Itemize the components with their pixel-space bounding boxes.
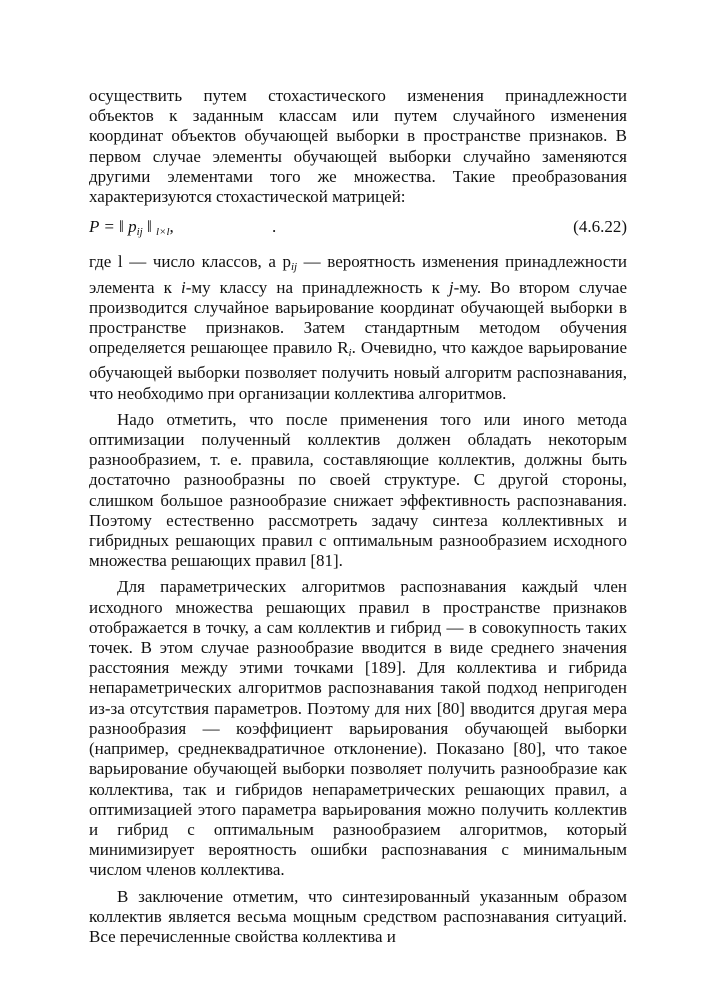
paragraph-2-c: -му классу на принадлежность к (185, 277, 449, 297)
paragraph-2-i: i (180, 277, 186, 297)
paragraph-4: Для параметрических алгоритмов распознавания каждый член исходного множества решающих правил в пространстве признаков отображается в точку, а сам коллектив и гибрид — в совокупность таких точек. В этом случае разнообразие вводится в виде среднего значения расстояния между этими точками [189]. Для коллектива и гибрида непараметрических алгоритмов распознавания такой подход непригоден из-за отсутствия параметров. Поэтому для них [80] вводится другая мера разнообразия — коэффициент варьирования обучающей выборки (например, среднеквадратичное отклонение). Показано [80], что такое варьирование обучающей выборки позволяет получить разнообразие как коллектива, так и гибридов непараметрических решающих правил, а оптимизацией этого параметра варьирования можно получить коллектив и гибрид с оптимальным разнообразием алгоритмов, который минимизирует вероятность ошибки распознавания с минимальным числом членов коллектива. (89, 577, 627, 880)
equation-4-6-22 (89, 217, 627, 242)
equation-mid: ‖ (142, 217, 156, 237)
paragraph-2-d: -му. Во втором случае производится случайное варьирование координат обучающей выборки в пространстве признаков. Затем стандартным методом обучения определяется решающее правило R (89, 277, 627, 358)
paragraph-2-sub-ij: ij (290, 261, 298, 274)
paragraph-2 (89, 252, 627, 403)
body-text (89, 86, 627, 947)
paragraph-2-b: — вероятность изменения принадлежности элемента к (89, 252, 627, 297)
equation-expression (89, 217, 174, 242)
equation-dot: . (272, 217, 277, 237)
paragraph-1: осуществить путем стохастического изменения принадлежности объектов к заданным классам или путем случайного изменения координат объектов обучающей выборки в пространстве признаков. В первом случае элементы обучающей выборки случайно заменяются другими элементами того же множества. Такие преобразования характеризуются стохастической матрицей: (89, 86, 627, 207)
paragraph-2-a: где l — число классов, а p (89, 252, 291, 272)
equation-tail: , (169, 217, 174, 237)
equation-sub-ij: ij (136, 226, 143, 239)
paragraph-2-e: . Очевидно, что каждое варьирование обучающей выборки позволяет получить новый алгоритм распознавания, что необходимо при организации коллектива алгоритмов. (89, 338, 627, 403)
paragraph-2-sub-i: i (348, 347, 352, 360)
paragraph-2-j: j (448, 277, 454, 297)
paragraph-3: Надо отметить, что после применения того или иного метода оптимизации полученный коллектив должен обладать некоторым разнообразием, т. е. правила, составляющие коллектив, должны быть достаточно разнообразны по своей структуре. С другой стороны, слишком большое разнообразие снижает эффективность распознавания. Поэтому естественно рассмотреть задачу синтеза коллективных и гибридных решающих правил с оптимальным разнообразием исходного множества решающих правил [81]. (89, 409, 627, 571)
equation-sub-lxl: l×l (155, 226, 170, 239)
equation-number: (4.6.22) (573, 217, 627, 237)
equation-lhs: P = ‖ p (89, 217, 137, 237)
paragraph-5: В заключение отметим, что синтезированный указанным образом коллектив является весьма мощным средством распознавания ситуаций. Все перечисленные свойства коллектива и (89, 886, 627, 946)
